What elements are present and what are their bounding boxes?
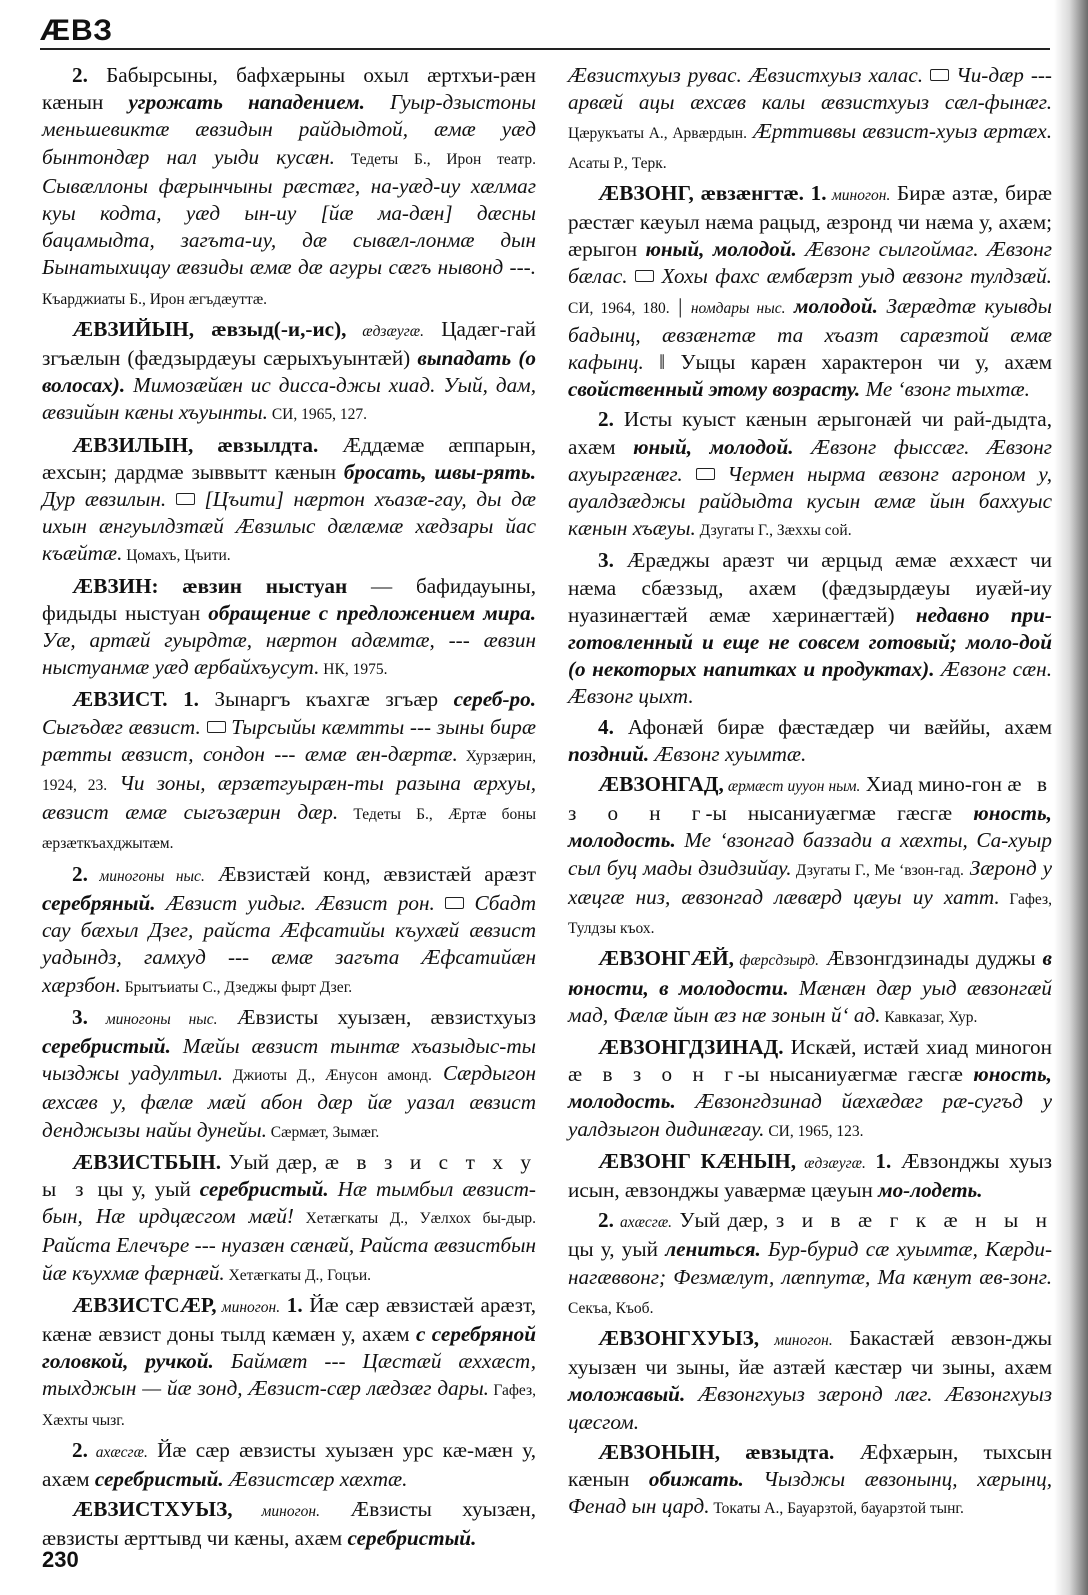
quote-box-icon xyxy=(176,493,195,505)
entry-evziyn: ÆВЗИЙЫН, æвзыд(-и,-ис), æдзæугæ. Цадæг-гай згъæлын (фæдзырдæуы сæрыхъуынтæй) выпадать (о волосах). Мимозæйæн ис дисса-джы хиад. Уый, дам, æвзийын кæны хъуынты. СИ, 1965, 127. xyxy=(42,316,536,425)
headword: ÆВЗОНГÆЙ, xyxy=(598,946,734,971)
headword: ÆВЗИСТСÆР, xyxy=(72,1292,217,1317)
headword: ÆВЗИСТ. xyxy=(72,687,168,712)
entry-evzisthuyz-continued: Æвзистхуыз рувас. Æвзистхуыз халас. Чи-дæр --- арвæй ацы æхсæв калы æвзистхуыз сæл-фынæг. Цæрукъаты А., Арвæрдын. Æрттиввы æвзист-хуыз æртæх. Асаты Р., Терк. xyxy=(568,63,1052,172)
headword: ÆВЗОНГ КÆНЫН, xyxy=(598,1148,797,1173)
entry-evzongae: ÆВЗОНГÆЙ, фæрсдзырд. Æвзонгдзинады дуджы в юности, в молодости. Мæнæн дæр уыд æвзонгæй мад, Фæлæ йын æз нæ зонын й‘ ад. Кавказаг, Хур. xyxy=(568,946,1052,1027)
entry-evzong-sense-2: 2. Исты куыст кæнын æрыгонæй чи рай-дыдта, ахæм юный, молодой. Æвзонг фыссæг. Æвзонг ахуыргæнæг. Чермен нырма æвзонг агроном у, ауалдзæджы райдыдта кусын æмæ йын баххуыс кæнын хъæуы. Дзугаты Г., Зæххы сой. xyxy=(568,407,1053,541)
headword: ÆВЗОНГХУЫЗ, xyxy=(598,1325,760,1350)
entry-evzongad: ÆВЗОНГАД, æрмæст иууон ным. Хиад мино-гон æ в з о н г-ы нысаниуæгмæ гæсгæ юность, молодость. Ме ‘взонгад баззади а хæхты, Са-хуыр сыл буц мады дзидзийау. Дзугаты Г., Ме ‘взон-гад. Зæронд у хæцгæ низ, æвзонгад лæвæрд цæуы иу хатт. Гафез, Тулдзы къох. xyxy=(568,772,1053,938)
entry-evzong-kenyn: ÆВЗОНГ КÆНЫН, æдзæугæ. 1. Æвзонджы хуыз исын, æвзонджы уавæрмæ цæуын мо-лодеть. xyxy=(568,1148,1052,1202)
page-header-title: ÆВЗ xyxy=(40,14,114,47)
quote-box-icon xyxy=(696,468,715,480)
entry-evzin: ÆВЗИН: æвзин ныстуан — бафидауыны, фидыды ныстуан обращение с предложением мира. Уæ, артæй гуырдтæ, нæртон адæмтæ, --- æвзин ныстуанмæ уæд æрбайхъусут. НК, 1975. xyxy=(42,573,536,680)
entry-evzonghuyz: ÆВЗОНГХУЫЗ, миногон. Бакастæй æвзон-джы хуызæн чи зыны, йæ азтæй кæстæр чи зыны, ахæм моложавый. Æвзонгхуыз зæронд лæг. Æвзонгхуыз цæсгом. xyxy=(568,1325,1053,1434)
headword: ÆВЗОНГДЗИНАД. xyxy=(598,1034,784,1059)
headword: ÆВЗОНЫН, æвзыдта. xyxy=(598,1439,835,1464)
entry-evzist-sense-2: 2. миногоны ныс. Æвзистæй конд, æвзистæй арæзт серебряный. Æвзист уидыг. Æвзист рон. Сбадт сау бæхыл Дзег, райста Æфсатийы къухæй æвзист уадындз, гамхуд --- æмæ загъта Æфсатийæн хæрзбон. Брытъиаты С., Дзеджы фырт Дзег. xyxy=(42,861,536,997)
entry-evzong-sense-4: 4. Афонæй бирæ фæстæдæр чи вæййы, ахæм поздний. Æвзонг хуымтæ. xyxy=(568,714,1052,766)
quote-box-icon xyxy=(445,897,464,909)
headword: ÆВЗОНГАД, xyxy=(598,772,724,797)
headword: ÆВЗИЙЫН, æвзыд(-и,-ис), xyxy=(72,316,347,341)
entry-evzong-kenyn-sense-2: 2. ахæсгæ. Уый дæр, з и в æ г к æ н ы н цы у, уый лениться. Бур-бурид сæ хуымтæ, Кæрди-нагæввонг; Фезмæлут, лæппутæ, Ма кæнут æв-зонг. Секъа, Къоб. xyxy=(568,1208,1053,1317)
headword: ÆВЗИСТХУЫЗ, xyxy=(72,1497,233,1522)
headword: ÆВЗИН: æвзин ныстуан xyxy=(72,573,348,598)
entry-evzilyn: ÆВЗИЛЫН, æвзылдта. Æддæмæ æппарын, æхсын; дардмæ зыввытт кæнын бросать, швы-рять. Дур æвзилын. [Цъити] нæртон хъазæ-гау, ды дæ ихын æнгуылдзтæй Æвзилыс дæлæмæ хæдзары йас къæйтæ. Цомахъ, Цъити. xyxy=(42,432,536,566)
quote-box-icon xyxy=(930,69,949,81)
entry-evzistser: ÆВЗИСТСÆР, миногон. 1. Йæ сæр æвзистæй арæзт, кæнæ æвзист доны тылд кæмæн у, ахæм с серебряной головкой, ручкой. Баймæт --- Цæстæй æххæст, тыхджын — йæ зонд, Æвзист-сæр лæдзæг дары. Гафез, Хæхты чызг. xyxy=(42,1292,536,1429)
headword: ÆВЗИСТБЫН. xyxy=(72,1149,222,1174)
page-number: 230 xyxy=(42,1547,79,1572)
entry-evzisthuyz: ÆВЗИСТХУЫЗ, миногон. Æвзисты хуызæн, æвзисты æрттывд чи кæны, ахæм серебристый. xyxy=(42,1497,537,1551)
entry-evzong: ÆВЗОНГ, æвзæнгтæ. 1. миногон. Бирæ азтæ, бирæ рæстæг кæуыл нæма рацыд, æзронд чи нæма у, ахæм; æрыгон юный, молодой. Æвзонг сылгоймаг. Æвзонг бæлас. Хохы фахс æмбæрзт уыд æвзонг тулдзæй. СИ, 1964, 180. | номдары ныс. молодой. Зæрæдтæ куывды бадынц, æвзæнгтæ та хъазт сарæзтой æмæ кафынц. ‖ Уыцы карæн характерон чи у, ахæм свойственный этому возрасту. Ме ‘взонг тыхтæ. xyxy=(568,180,1053,402)
entry-evzist: ÆВЗИСТ. 1. Зынаргъ къахгæ згъæр сереб-ро. Сыгъдæг æвзист. Тырсыйы кæмтты --- зыны бирæ рæтты æвзист, сондон --- æмæ æн-дæртæ. Хурзæрин, 1924, 23. Чи зоны, æрзæтгуырæн-ты разына æрхуы, æвзист æмæ сыгъзæрин дæр. Тедеты Б., Æртæ боны æрзæткъахджытæм. xyxy=(42,687,536,853)
entry-evzong-sense-3: 3. Æрæджы арæзт чи æрцыд æмæ æххæст чи нæма сбæззыд, ахæм (фæдзырдæуы иуæй-иу нуазинæгтæй æмæ хæринæгтæй) недавно при-готовленный и еще не совсем готовый; моло-дой (о некоторых напитках и продуктах). Æвзонг сæн. Æвзонг цыхт. xyxy=(568,548,1052,709)
entry-evzist-sense-3: 3. миногоны ныс. Æвзисты хуызæн, æвзистхуыз серебристый. Мæйы æвзист тынтæ хъазыдыс-ты чызджы уадултыл. Джиоты Д., Æнусон амонд. Сæрдыгон æхсæв у, фæлæ мæй абон дæр йæ уазал æвзист денджызы найы дунейы. Сæрмæт, Зымæг. xyxy=(42,1004,536,1142)
headword: ÆВЗИЛЫН, æвзылдта. xyxy=(72,432,319,457)
headword: ÆВЗОНГ, æвзæнгтæ. xyxy=(598,180,804,205)
entry-evzonyn: ÆВЗОНЫН, æвзыдта. Æфхæрын, тыхсын кæнын обижать. Чызджы æвзонынц, хæрынц, Фенад ын цард. Токаты А., Бауарзтой, бауарзтой тынг. xyxy=(568,1439,1052,1519)
entry-evzidyn-sense-2: 2. Бабырсыны, бафхæрыны охыл æртхъи-рæн кæнын угрожать нападением. Гуыр-дзыстоны меньшевиктæ æвзидын райдыдтой, æмæ уæд бынтондæр нал уыди кусæн. Тедеты Б., Ирон театр. Сывæллоны фæрынчыны рæстæг, на-уæд-иу хæлмаг куы кодта, уæд ын-иу [йæ ма-дæн] дæсны бацамыдта, загъта-иу, дæ сывæл-лонмæ дын Бынатыхицау æвзиды æмæ дæ агуры сæгъ нывонд ---. Къарджиаты Б., Ирон æгъдæуттæ. xyxy=(42,63,536,308)
entry-evzistser-sense-2: 2. ахæсгæ. Йæ сæр æвзисты хуызæн урс кæ-мæн у, ахæм серебристый. Æвзистсæр хæхтæ. xyxy=(42,1437,537,1491)
quote-box-icon xyxy=(635,270,654,282)
left-column xyxy=(42,62,536,1556)
book-spine-shadow xyxy=(1054,0,1088,1595)
entry-evzongdzinad: ÆВЗОНГДЗИНАД. Искæй, истæй хиад миногон æ в з о н г-ы нысаниуæгмæ гæсгæ юность, молодость. Æвзонгдзинад йæхæдæг рæ-сугъд у уалдзыгон дидинæгау. СИ, 1965, 123. xyxy=(568,1034,1052,1141)
quote-box-icon xyxy=(207,721,226,733)
header-rule xyxy=(40,48,1050,50)
right-column xyxy=(568,62,1052,1525)
entry-evzistbyn: ÆВЗИСТБЫН. Уый дæр, æ в з и с т х у ы з цы у, уый серебристый. Нæ тымбыл æвзист-бын, Нæ ирдцæсгом мæй! Хетæгкаты Д., Уæлхох бы-дыр. Райста Елечъре --- нуазæн сæнæй, Райста æвзистбын йæ къухмæ фæрнæй. Хетæгкаты Д., Гоцъи. xyxy=(42,1149,536,1285)
